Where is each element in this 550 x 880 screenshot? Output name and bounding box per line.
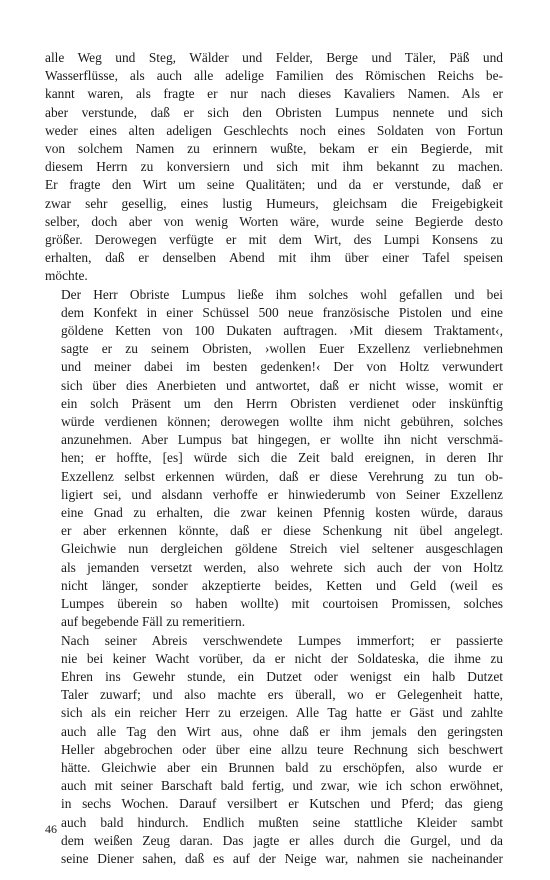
text-line: weder eines alten adeligen Geschlechts noch eines Soldaten von Fortun <box>45 122 503 138</box>
text-line: diesem Herrn zu konversiern und sich mit ihm bekannt zu machen. <box>45 159 503 175</box>
text-line: dem weißen Zeug daran. Das jagte er alles durch die Gurgel, und da <box>61 832 503 848</box>
text-line: Lumpes überein so haben wollte) mit courtoisen Promissen, solches <box>61 596 503 612</box>
text-line: von solchem Namen zu erinnern wußte, bekam er ein Begierde, mit <box>45 141 503 157</box>
text-line: nicht länger, sonder akzeptierte beides, Ketten und Geld (weil es <box>61 577 503 593</box>
text-line: seine Diener sahen, daß es auf der Neige war, nahmen sie nacheinander <box>61 850 503 866</box>
text-line: Der Herr Obriste Lumpus ließe ihm solches wohl gefallen und bei <box>61 286 503 302</box>
text-line: in sechs Wochen. Darauf versilbert er Kutschen und Pferd; das gieng <box>61 796 503 812</box>
text-line: aber verstunde, daß er sich den Obristen Lumpus nennete und sich <box>45 104 503 120</box>
text-line: Gleichwie nun dergleichen göldene Streich viel seltener ausgeschlagen <box>61 541 503 557</box>
text-line: auch mit seiner Barschaft bald fertig, und zwar, wie ich schon erwöhnet, <box>61 778 503 794</box>
text-line: sich als ein reicher Herr zu erzeigen. Alle Tag hatte er Gäst und zahlte <box>61 705 503 721</box>
text-line: Ehren ins Gewehr stunde, ein Dutzet oder wenigst ein halb Dutzet <box>61 668 503 684</box>
text-line: würde verdienen können; derowegen wollte ihm nicht gebühren, solches <box>61 414 503 430</box>
text-line: Taler zuwarf; und also machte ers überall, wo er Gelegenheit hatte, <box>61 687 503 703</box>
text-line: nie bei keiner Wacht vorüber, da er nicht der Soldateska, die ihme zu <box>61 650 503 666</box>
text-line: erhalten, daß er denselben Abend mit ihm über einer Tafel speisen <box>45 250 503 266</box>
text-line: auch alle Tag den Wirt aus, ohne daß er ihm jemals den geringsten <box>61 723 503 739</box>
text-line: möchte. <box>45 268 88 284</box>
text-line: göldene Ketten von 100 Dukaten auftragen. ›Mit diesem Traktament‹, <box>61 323 503 339</box>
text-line: selber, doch aber von wenig Worten wäre, wurde seine Begierde desto <box>45 213 503 229</box>
text-line: kannt waren, als fragte er nur nach dieses Kavaliers Namen. Als er <box>45 86 503 102</box>
text-line: er aber erkennen könnte, daß er diese Schenkung nit übel angelegt. <box>61 523 503 539</box>
text-line: Nach seiner Abreis verschwendete Lumpes immerfort; er passierte <box>61 632 503 648</box>
text-line: Er fragte den Wirt um seine Qualitäten; und da er verstunde, daß er <box>45 177 503 193</box>
text-line: anzunehmen. Aber Lumpus bat hingegen, er wollte ihn nicht verschmä- <box>61 432 503 448</box>
paragraph <box>45 632 503 869</box>
text-line: als jemanden versetzt werden, also wehrete sich auch der von Holtz <box>61 559 503 575</box>
paragraph <box>45 286 503 632</box>
text-line: und meiner dabei im besten gedenken!‹ Der von Holtz verwundert <box>61 359 503 375</box>
text-line: Heller abgebrochen oder über eine allzu teure Rechnung sich beschwert <box>61 741 503 757</box>
text-line: hätte. Gleichwie aber ein Brunnen bald zu erschöpfen, also wurde er <box>61 759 503 775</box>
text-line: auf begebende Fäll zu remeritiern. <box>61 614 246 630</box>
text-line: dem Konfekt in einer Schüssel 500 neue französische Pistolen und eine <box>61 304 503 320</box>
text-line: zwar sehr gesellig, eines lustig Humeurs, gleichsam die Freigebigkeit <box>45 195 503 211</box>
text-line: ein solch Präsent um den Herrn Obristen verdienet oder inskünftig <box>61 395 503 411</box>
text-line: alle Weg und Steg, Wälder und Felder, Berge und Täler, Päß und <box>45 50 503 65</box>
page-number: 46 <box>45 822 57 836</box>
text-line: Wasserflüsse, als auch alle adelige Familien des Römischen Reichs be- <box>45 68 503 84</box>
text-line: hen; er hoffte, [es] würde sich die Zeit bald ereignen, in deren Ihr <box>61 450 503 466</box>
text-line: eine Gnad zu erhalten, die zwar keinen Pfennig kosten würde, daraus <box>61 505 503 521</box>
text-line: Exzellenz selbst erkennen würden, daß er diese Verehrung zu tun ob- <box>61 468 503 484</box>
text-line: sagte er zu seinem Obristen, ›wollen Euer Exzellenz verliebnehmen <box>61 341 503 357</box>
text-line: ligiert sei, und alsdann verhoffe er hinwiederumb von Seiner Exzellenz <box>61 486 503 502</box>
paragraph <box>45 49 503 286</box>
text-line: größer. Derowegen verfügte er mit dem Wirt, des Lumpi Konsens zu <box>45 232 503 248</box>
page-body <box>45 49 503 868</box>
text-line: sich über dies Anerbieten und antwortet, daß er nicht wisse, womit er <box>61 377 503 393</box>
text-line: auch bald hindurch. Endlich mußten seine stattliche Kleider sambt <box>61 814 503 830</box>
